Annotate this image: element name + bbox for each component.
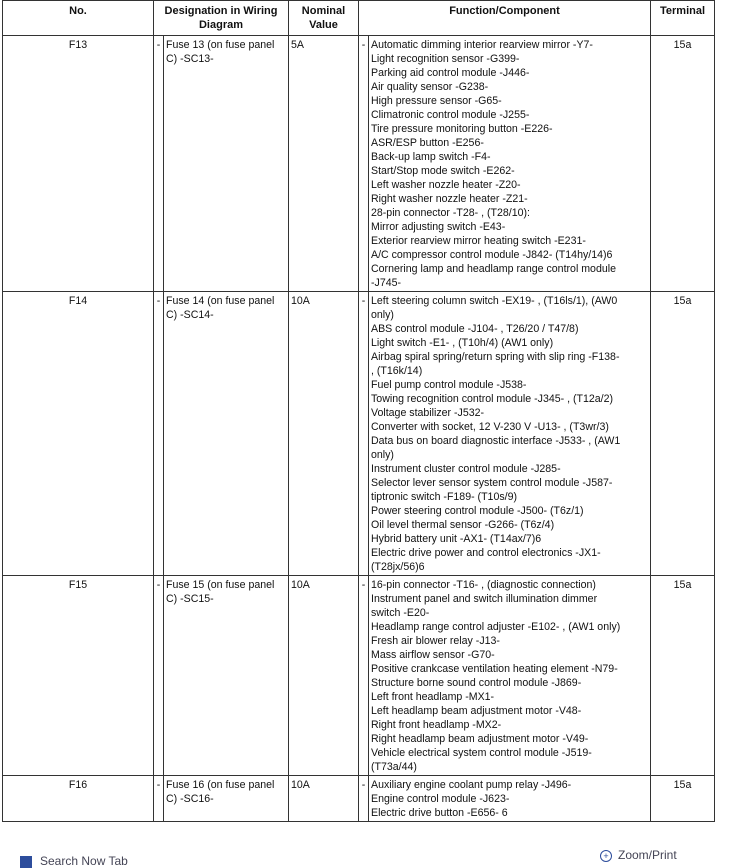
function-item: Light recognition sensor -G399- (371, 53, 520, 65)
function-item: Electric drive power and control electronics -JX1- (371, 547, 601, 559)
function-item: Parking aid control module -J446- (371, 67, 530, 79)
function-item: switch -E20- (371, 607, 430, 619)
function-dash: - (359, 776, 369, 822)
function-item: High pressure sensor -G65- (371, 95, 502, 107)
designation-dash: - (154, 36, 164, 292)
fuse-designation: Fuse 15 (on fuse panel C) -SC15- (164, 576, 289, 776)
nominal-value: 5A (289, 36, 359, 292)
function-item: Hybrid battery unit -AX1- (T14ax/7)6 (371, 533, 542, 545)
function-dash: - (359, 292, 369, 576)
function-item: Left headlamp beam adjustment motor -V48- (371, 705, 582, 717)
fuse-designation: Fuse 14 (on fuse panel C) -SC14- (164, 292, 289, 576)
table-row (3, 576, 715, 776)
function-item: Positive crankcase ventilation heating element -N79- (371, 663, 618, 675)
function-item: Voltage stabilizer -J532- (371, 407, 485, 419)
function-item: Selector lever sensor system control module -J587- (371, 477, 613, 489)
function-item: Right headlamp beam adjustment motor -V49- (371, 733, 589, 745)
function-item: Air quality sensor -G238- (371, 81, 489, 93)
function-item: -J745- (371, 277, 402, 289)
function-item: Mass airflow sensor -G70- (371, 649, 495, 661)
function-item: Exterior rearview mirror heating switch -E231- (371, 235, 586, 247)
function-list (369, 36, 651, 292)
function-item: Fuel pump control module -J538- (371, 379, 527, 391)
function-item: ASR/ESP button -E256- (371, 137, 484, 149)
function-item: A/C compressor control module -J842- (T14hy/14)6 (371, 249, 613, 261)
function-item: (T28jx/56)6 (371, 561, 425, 573)
nominal-value: 10A (289, 776, 359, 822)
designation-dash: - (154, 292, 164, 576)
function-item: Oil level thermal sensor -G266- (T6z/4) (371, 519, 555, 531)
function-dash: - (359, 36, 369, 292)
header-designation: Designation in Wiring Diagram (154, 1, 289, 36)
function-item: Cornering lamp and headlamp range control module (371, 263, 616, 275)
function-item: (T73a/44) (371, 761, 417, 773)
designation-dash: - (154, 776, 164, 822)
function-list (369, 292, 651, 576)
header-nominal: Nominal Value (289, 1, 359, 36)
fuse-number: F14 (3, 292, 154, 576)
search-now-tab[interactable] (20, 854, 128, 868)
function-item: ABS control module -J104- , T26/20 / T47/8) (371, 323, 579, 335)
function-item: Start/Stop mode switch -E262- (371, 165, 515, 177)
nominal-value: 10A (289, 292, 359, 576)
table-row (3, 292, 715, 576)
fuse-number: F15 (3, 576, 154, 776)
function-item: Towing recognition control module -J345- , (T12a/2) (371, 393, 614, 405)
function-item: 16-pin connector -T16- , (diagnostic connection) (371, 579, 596, 591)
function-item: Airbag spiral spring/return spring with slip ring -F138- (371, 351, 620, 363)
terminal-value: 15a (651, 292, 715, 576)
fuse-number: F13 (3, 36, 154, 292)
function-item: Left washer nozzle heater -Z20- (371, 179, 521, 191)
fuse-table (2, 0, 715, 822)
function-item: Mirror adjusting switch -E43- (371, 221, 506, 233)
function-item: Data bus on board diagnostic interface -J533- , (AW1 (371, 435, 621, 447)
function-item: Climatronic control module -J255- (371, 109, 530, 121)
function-list (369, 776, 651, 822)
terminal-value: 15a (651, 776, 715, 822)
table-header-row (3, 1, 715, 36)
function-item: Instrument cluster control module -J285- (371, 463, 561, 475)
function-item: Light switch -E1- , (T10h/4) (AW1 only) (371, 337, 554, 349)
function-item: Auxiliary engine coolant pump relay -J496- (371, 779, 572, 791)
function-list (369, 576, 651, 776)
function-item: Converter with socket, 12 V-230 V -U13- , (T3wr/3) (371, 421, 609, 433)
zoom-plus-icon: + (600, 850, 612, 862)
function-item: Electric drive button -E656- 6 (371, 807, 508, 819)
header-terminal: Terminal (651, 1, 715, 36)
fuse-designation: Fuse 16 (on fuse panel C) -SC16- (164, 776, 289, 822)
function-item: Structure borne sound control module -J869- (371, 677, 582, 689)
zoom-print-label: Zoom/Print (618, 848, 677, 862)
function-item: only) (371, 309, 394, 321)
function-item: only) (371, 449, 394, 461)
function-item: Right washer nozzle heater -Z21- (371, 193, 528, 205)
function-item: Headlamp range control adjuster -E102- , (AW1 only) (371, 621, 621, 633)
table-row (3, 776, 715, 822)
bottom-toolbar (0, 846, 741, 868)
fuse-number: F16 (3, 776, 154, 822)
terminal-value: 15a (651, 576, 715, 776)
nominal-value: 10A (289, 576, 359, 776)
terminal-value: 15a (651, 36, 715, 292)
function-item: Engine control module -J623- (371, 793, 510, 805)
header-no: No. (3, 1, 154, 36)
header-function: Function/Component (359, 1, 651, 36)
table-row (3, 36, 715, 292)
function-item: tiptronic switch -F189- (T10s/9) (371, 491, 518, 503)
fuse-designation: Fuse 13 (on fuse panel C) -SC13- (164, 36, 289, 292)
function-item: 28-pin connector -T28- , (T28/10): (371, 207, 530, 219)
function-item: Vehicle electrical system control module -J519- (371, 747, 592, 759)
function-item: Instrument panel and switch illumination dimmer (371, 593, 598, 605)
zoom-print-button[interactable] (600, 848, 677, 862)
search-now-label: Search Now Tab (40, 854, 128, 868)
function-item: Right front headlamp -MX2- (371, 719, 502, 731)
function-item: Back-up lamp switch -F4- (371, 151, 491, 163)
function-item: Tire pressure monitoring button -E226- (371, 123, 553, 135)
function-item: Power steering control module -J500- (T6z/1) (371, 505, 584, 517)
function-item: Left front headlamp -MX1- (371, 691, 495, 703)
function-item: Left steering column switch -EX19- , (T16ls/1), (AW0 (371, 295, 618, 307)
function-item: Fresh air blower relay -J13- (371, 635, 500, 647)
function-item: Automatic dimming interior rearview mirror -Y7- (371, 39, 593, 51)
function-dash: - (359, 576, 369, 776)
designation-dash: - (154, 576, 164, 776)
tab-square-icon (20, 856, 32, 868)
function-item: , (T16k/14) (371, 365, 423, 377)
